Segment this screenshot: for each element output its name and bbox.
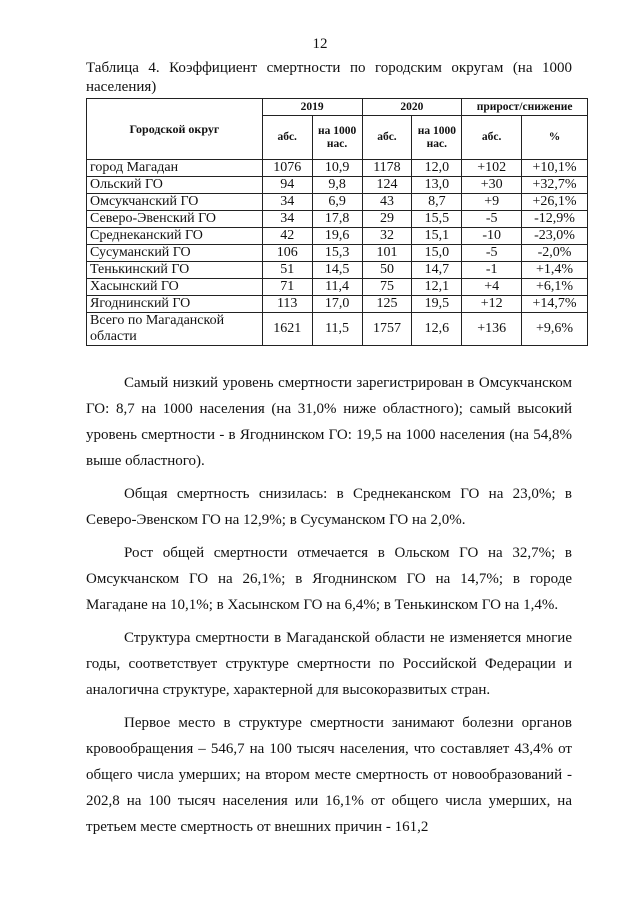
rate-2020: 12,0: [412, 160, 462, 177]
change-abs: -5: [462, 245, 522, 262]
total-change-pct: +9,6%: [522, 313, 588, 346]
total-name-line-1: Всего по Магаданской: [90, 313, 225, 328]
abs-2020: 29: [362, 211, 412, 228]
district-name: Ольский ГО: [87, 177, 263, 194]
district-name: Хасынский ГО: [87, 279, 263, 296]
table-row: [87, 228, 588, 245]
district-name: город Магадан: [87, 160, 263, 177]
caption-line-1: Таблица 4. Коэффициент смертности по городским округам (на 1000: [86, 60, 572, 76]
header-abs-2020: абс.: [362, 116, 412, 160]
change-abs: +4: [462, 279, 522, 296]
district-name: Северо-Эвенский ГО: [87, 211, 263, 228]
district-name: Среднеканский ГО: [87, 228, 263, 245]
mortality-table: [86, 98, 588, 346]
change-abs: -1: [462, 262, 522, 279]
rate-2020: 15,1: [412, 228, 462, 245]
change-abs: +102: [462, 160, 522, 177]
rate-2019: 17,8: [312, 211, 362, 228]
header-rate-2019: на 1000 нас.: [312, 116, 362, 160]
change-pct: +6,1%: [522, 279, 588, 296]
change-pct: +14,7%: [522, 296, 588, 313]
district-name: Ягоднинский ГО: [87, 296, 263, 313]
abs-2019: 1076: [262, 160, 312, 177]
total-rate-2020: 12,6: [412, 313, 462, 346]
abs-2020: 1178: [362, 160, 412, 177]
caption-line-2: населения): [86, 79, 157, 95]
table-row: [87, 194, 588, 211]
rate-2019: 10,9: [312, 160, 362, 177]
body-text: [86, 370, 572, 847]
paragraph: Рост общей смертности отмечается в Ольском ГО на 32,7%; в Омсукчанском ГО на 26,1%; в Ягоднинском ГО на 14,7%; в городе Магадане на 10,1%; в Хасынском ГО на 6,4%; в Тенькинском ГО на 1,4%.: [86, 545, 572, 613]
rate-2019: 11,4: [312, 279, 362, 296]
total-change-abs: +136: [462, 313, 522, 346]
header-rate-2020: на 1000 нас.: [412, 116, 462, 160]
change-abs: -10: [462, 228, 522, 245]
rate-2019: 17,0: [312, 296, 362, 313]
rate-2019: 19,6: [312, 228, 362, 245]
district-name: Сусуманский ГО: [87, 245, 263, 262]
abs-2019: 34: [262, 194, 312, 211]
rate-2020: 12,1: [412, 279, 462, 296]
total-name: [87, 313, 263, 346]
paragraph: Первое место в структуре смертности занимают болезни органов кровообращения – 546,7 на 100 тысяч населения, что составляет 43,4% от общего числа умерших; на втором месте смертность от новообразований - 202,8 на 100 тысяч населения или 16,1% от общего числа умерших, на третьем месте смертность от внешних причин - 161,2: [86, 715, 572, 835]
change-pct: -12,9%: [522, 211, 588, 228]
abs-2019: 94: [262, 177, 312, 194]
abs-2019: 113: [262, 296, 312, 313]
district-name: Омсукчанский ГО: [87, 194, 263, 211]
district-name: Тенькинский ГО: [87, 262, 263, 279]
abs-2020: 50: [362, 262, 412, 279]
header-district: Городской округ: [87, 99, 263, 160]
table-caption: [86, 59, 572, 97]
abs-2019: 71: [262, 279, 312, 296]
rate-2019: 14,5: [312, 262, 362, 279]
table-row: [87, 177, 588, 194]
page-number: 12: [312, 36, 328, 52]
header-year-2020: 2020: [362, 99, 462, 116]
abs-2019: 106: [262, 245, 312, 262]
change-pct: -23,0%: [522, 228, 588, 245]
abs-2020: 43: [362, 194, 412, 211]
table-row: [87, 262, 588, 279]
rate-2019: 15,3: [312, 245, 362, 262]
header-change-pct: %: [522, 116, 588, 160]
table-row: [87, 279, 588, 296]
paragraph: Самый низкий уровень смертности зарегистрирован в Омсукчанском ГО: 8,7 на 1000 населения (на 31,0% ниже областного); самый высокий уровень смертности - в Ягоднинском ГО: 19,5 на 1000 населения (на 54,8% выше областного).: [86, 375, 572, 469]
abs-2019: 42: [262, 228, 312, 245]
change-abs: +12: [462, 296, 522, 313]
header-change-abs: абс.: [462, 116, 522, 160]
rate-2020: 8,7: [412, 194, 462, 211]
rate-2020: 15,0: [412, 245, 462, 262]
header-year-2019: 2019: [262, 99, 362, 116]
rate-2020: 15,5: [412, 211, 462, 228]
abs-2020: 75: [362, 279, 412, 296]
abs-2020: 32: [362, 228, 412, 245]
abs-2020: 101: [362, 245, 412, 262]
change-pct: -2,0%: [522, 245, 588, 262]
change-pct: +26,1%: [522, 194, 588, 211]
abs-2019: 34: [262, 211, 312, 228]
table-row: [87, 296, 588, 313]
rate-2020: 14,7: [412, 262, 462, 279]
paragraph: Структура смертности в Магаданской области не изменяется многие годы, соответствует структуре смертности по Российской Федерации и аналогична структуре, характерной для высокоразвитых стран.: [86, 630, 572, 698]
change-abs: +30: [462, 177, 522, 194]
paragraph: Общая смертность снизилась: в Среднеканском ГО на 23,0%; в Северо-Эвенском ГО на 12,9%; в Сусуманском ГО на 2,0%.: [86, 486, 572, 528]
total-abs-2020: 1757: [362, 313, 412, 346]
rate-2019: 6,9: [312, 194, 362, 211]
change-pct: +32,7%: [522, 177, 588, 194]
rate-2020: 13,0: [412, 177, 462, 194]
abs-2020: 125: [362, 296, 412, 313]
change-pct: +10,1%: [522, 160, 588, 177]
total-rate-2019: 11,5: [312, 313, 362, 346]
total-name-line-2: области: [90, 329, 137, 344]
table-row: [87, 211, 588, 228]
abs-2019: 51: [262, 262, 312, 279]
abs-2020: 124: [362, 177, 412, 194]
rate-2019: 9,8: [312, 177, 362, 194]
table-row: [87, 160, 588, 177]
header-row-years: [87, 99, 588, 116]
header-change: прирост/снижение: [462, 99, 588, 116]
change-pct: +1,4%: [522, 262, 588, 279]
table-total-row: [87, 313, 588, 346]
change-abs: +9: [462, 194, 522, 211]
rate-2020: 19,5: [412, 296, 462, 313]
table-row: [87, 245, 588, 262]
total-abs-2019: 1621: [262, 313, 312, 346]
change-abs: -5: [462, 211, 522, 228]
header-abs-2019: абс.: [262, 116, 312, 160]
